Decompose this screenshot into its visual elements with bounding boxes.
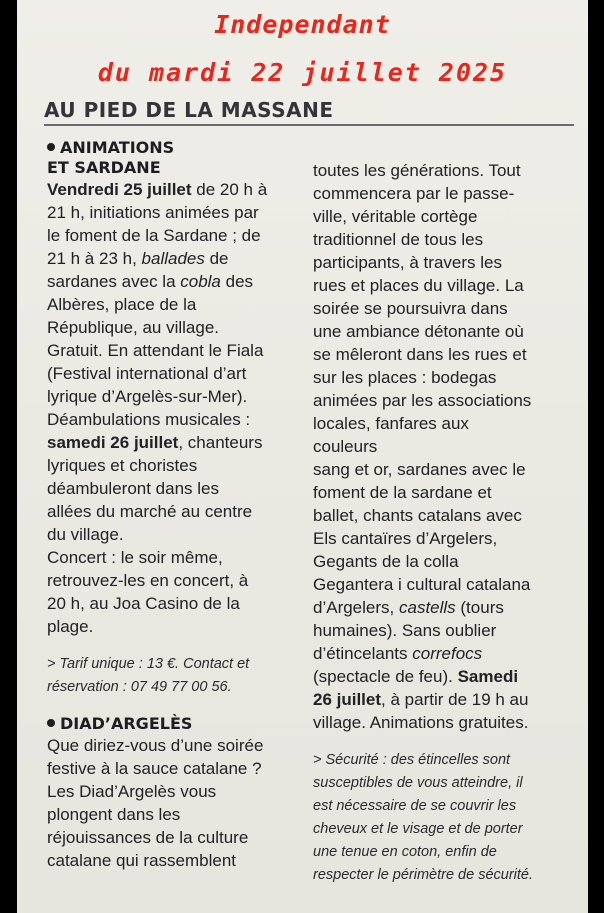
- text-line: Que diriez-vous d’une soirée: [47, 736, 264, 755]
- text-line: festive à la sauce catalane ?: [47, 759, 262, 778]
- text-line: plongent dans les: [47, 805, 181, 824]
- text-line: (Festival international d’art: [47, 364, 247, 383]
- tariff-note: > Tarif unique : 13 €. Contact et: [47, 656, 250, 672]
- text-line: 26 juillet, à partir de 19 h au: [313, 690, 529, 709]
- text-line: réjouissances de la culture: [47, 828, 249, 847]
- text-line: Els cantaïres d’Argelers,: [313, 529, 498, 548]
- text-line: une ambiance détonante où: [313, 322, 524, 341]
- text-line: sur les places : bodegas: [313, 368, 497, 387]
- text-line: samedi 26 juillet, chanteurs: [47, 433, 263, 452]
- text-line: foment de la sardane et: [313, 483, 492, 502]
- text-line: du village.: [47, 525, 124, 544]
- section-title-diad: DIAD’ARGELÈS: [47, 714, 311, 734]
- text-line: catalane qui rassemblent: [47, 851, 237, 870]
- text-line: Gegantera i cultural catalana: [313, 575, 531, 594]
- text-line: plage.: [47, 617, 94, 636]
- section-title-animations-2: ET SARDANE: [47, 158, 161, 177]
- text-line: Vendredi 25 juillet de 20 h à: [47, 180, 268, 199]
- text-line: Gratuit. En attendant le Fiala: [47, 341, 264, 360]
- safety-note: cheveux et le visage et de porter: [313, 821, 523, 837]
- safety-note: > Sécurité : des étincelles sont: [313, 752, 511, 768]
- text-line: village. Animations gratuites.: [313, 713, 529, 732]
- text-line: se mêleront dans les rues et: [313, 345, 527, 364]
- text-line: lyrique d’Argelès-sur-Mer).: [47, 387, 248, 406]
- text-line: soirée se poursuivra dans: [313, 299, 508, 318]
- tariff-note: réservation : 07 49 77 00 56.: [47, 679, 232, 695]
- text-line: Gegants de la colla: [313, 552, 459, 571]
- article-column-right: [313, 159, 585, 887]
- text-line: commencera par le passe-: [313, 184, 515, 203]
- text-line: couleurs: [313, 437, 378, 456]
- rubric-divider: [44, 124, 574, 126]
- bullet-icon: [47, 719, 55, 727]
- text-line: lyriques et choristes: [47, 456, 198, 475]
- section-title-animations: ANIMATIONS: [47, 138, 311, 158]
- text-line: sardanes avec la cobla des: [47, 272, 254, 291]
- bullet-icon: [47, 143, 55, 151]
- text-line: toutes les générations. Tout: [313, 161, 521, 180]
- publication-name: Independant: [214, 10, 391, 39]
- text-line: déambuleront dans les: [47, 479, 220, 498]
- safety-note: est nécessaire de se couvrir les: [313, 798, 517, 814]
- safety-note: susceptibles de vous atteindre, il: [313, 775, 523, 791]
- text-line: Déambulations musicales :: [47, 410, 251, 429]
- text-line: allées du marché au centre: [47, 502, 253, 521]
- text-line: le foment de la Sardane ; de: [47, 226, 261, 245]
- section-rubric: AU PIED DE LA MASSANE: [44, 98, 334, 122]
- text-line: (spectacle de feu). Samedi: [313, 667, 519, 686]
- text-line: d’Argelers, castells (tours: [313, 598, 504, 617]
- newspaper-clipping: [17, 0, 588, 913]
- text-line: sang et or, sardanes avec le: [313, 460, 526, 479]
- text-line: retrouvez-les en concert, à: [47, 571, 249, 590]
- article-column-left: [47, 138, 311, 872]
- text-line: traditionnel de tous les: [313, 230, 484, 249]
- text-line: Albères, place de la: [47, 295, 197, 314]
- text-line: 21 h à 23 h, ballades de: [47, 249, 229, 268]
- text-line: 20 h, au Joa Casino de la: [47, 594, 240, 613]
- text-line: ballet, chants catalans avec: [313, 506, 522, 525]
- text-line: République, au village.: [47, 318, 220, 337]
- text-line: locales, fanfares aux: [313, 414, 469, 433]
- safety-note: respecter le périmètre de sécurité.: [313, 867, 534, 883]
- text-line: animées par les associations: [313, 391, 532, 410]
- text-line: ville, véritable cortège: [313, 207, 478, 226]
- text-line: 21 h, initiations animées par: [47, 203, 259, 222]
- text-line: Les Diad’Argelès vous: [47, 782, 217, 801]
- text-line: rues et places du village. La: [313, 276, 524, 295]
- publication-date: du mardi 22 juillet 2025: [97, 58, 508, 87]
- text-line: humaines). Sans oublier: [313, 621, 497, 640]
- text-line: d’étincelants correfocs: [313, 644, 483, 663]
- text-line: Concert : le soir même,: [47, 548, 223, 567]
- safety-note: une tenue en coton, enfin de: [313, 844, 497, 860]
- text-line: participants, à travers les: [313, 253, 502, 272]
